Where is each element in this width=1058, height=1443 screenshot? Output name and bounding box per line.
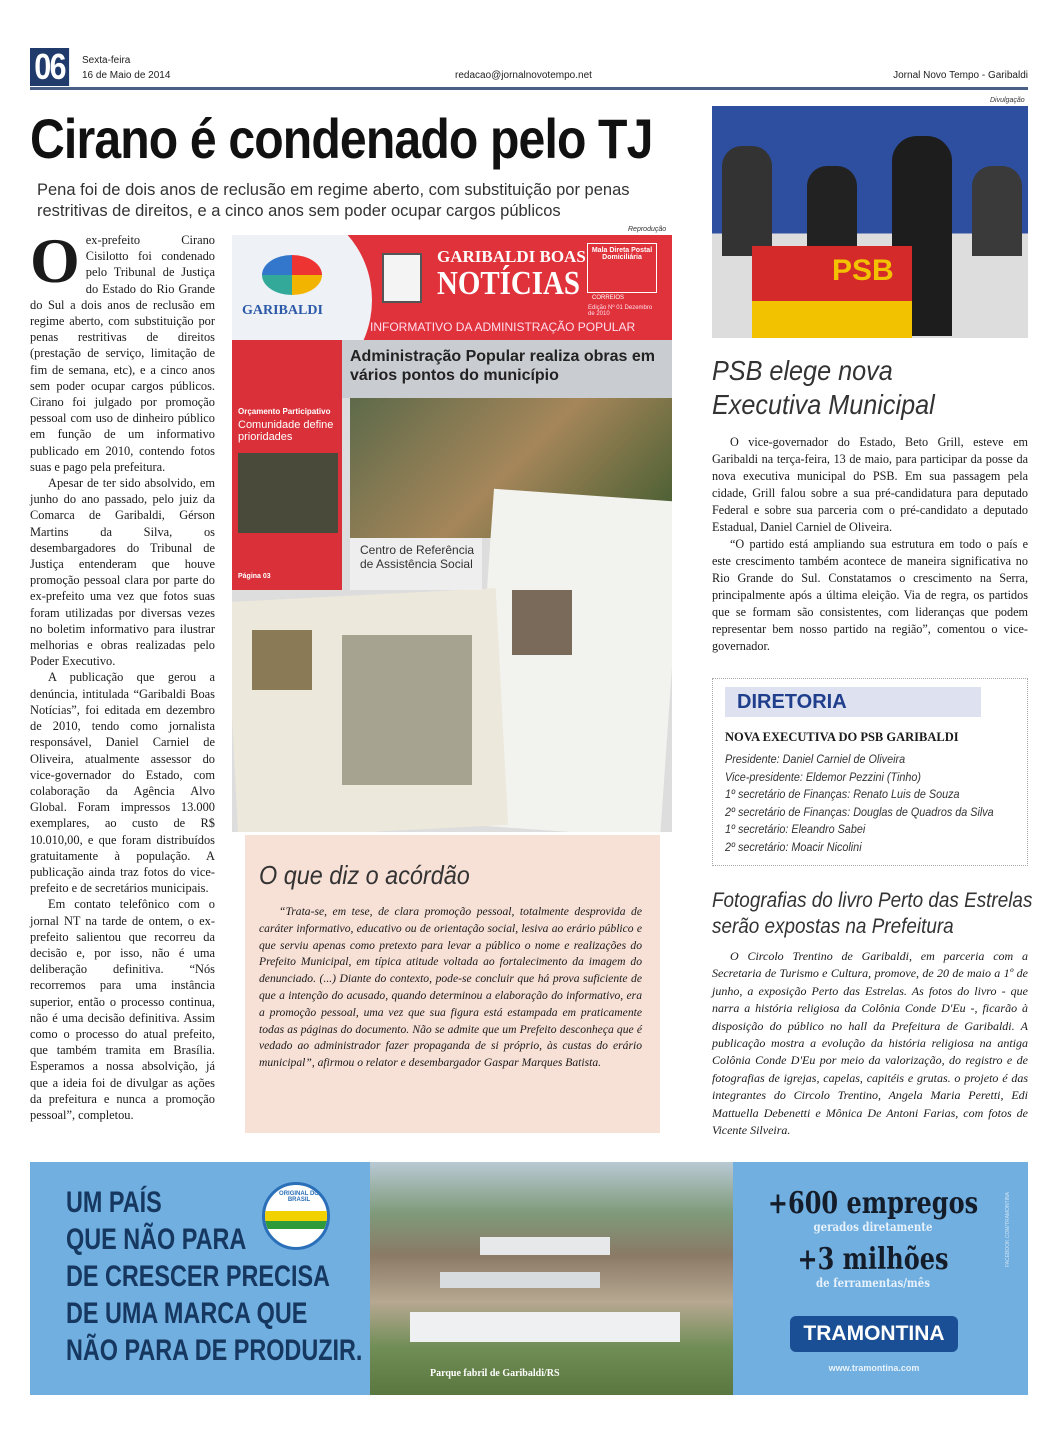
paragraph: O Circolo Trentino de Garibaldi, em parceria com a Secretaria de Turismo e Cultura, promove, de 20 de maio a 1º de junho, a exposição Perto das Estrelas. As fotos do livro - que narra a história religiosa da Colônia Conde D'Eu -, ficarão à disposição do público no hall da Prefeitura de Garibaldi. A publicação mostra a evolução da história religiosa na antiga Colônia Conde D'Eu por meio da valorização, do registro e de fotografias de igrejas, capelas, capitéis e grutas. o projeto é das integrantes do Circolo Trentino, Angela Maria Peretti, Edi Mattuella Debenetti e Mônica De Antoni Farias, com fotos de Vicente Silveira.: [712, 949, 1028, 1138]
photo-headline-1: Fotografias do livro Perto das Estrelas: [712, 889, 1033, 912]
ruling-quote: “Trata-se, em tese, de clara promoção pessoal, totalmente desprovida de caráter informativo, educativo ou de orientação social, lesiva ao erário público e que serviu apenas como pretexto para levar a público o nome e realizações do Prefeito Municipal, em típica atitude voltada ao fortalecimento da imagem do denunciado. (...) Diante do contexto, pode-se concluir que há prova suficiente de que a intenção do acusado, quando determinou a elaboração do informativo, era a promoção pessoal, uma vez que sua figura está estampada em praticamente todas as páginas do documento. Não se admite que um Prefeito desconheça que é vedado ao administrador fazer propaganda de si próprio, às custas do erário municipal”, afirmou o relator e desembargador Gaspar Marques Batista.: [259, 905, 642, 1070]
member-item: Vice-presidente: Eldemor Pezzini (Tinho): [725, 769, 922, 784]
church-illustration: [382, 253, 422, 303]
stat-jobs-sub: gerados diretamente: [813, 1220, 933, 1234]
diretoria-box: [712, 678, 1028, 866]
ad-slogan: UM PAÍS QUE NÃO PARA DE CRESCER PRECISA DE UMA MARCA QUE NÃO PARA DE PRODUZIR.: [66, 1186, 363, 1367]
psb-banner-text: PSB: [832, 254, 894, 287]
member-item: 1º secretário: Eleandro Sabei: [725, 822, 866, 836]
stat-tools-sub: de ferramentas/mês: [816, 1276, 930, 1290]
psb-headline-2: Executiva Municipal: [712, 389, 935, 420]
weekday: Sexta-feira: [82, 55, 131, 66]
sidebar-title: O que diz o acórdão: [259, 860, 470, 890]
psb-headline-1: PSB elege nova: [712, 355, 893, 386]
drop-cap: O: [30, 225, 80, 296]
tramontina-url[interactable]: www.tramontina.com: [828, 1363, 920, 1373]
paragraph: “O partido está ampliando sua estrutura em todo o país e este crescimento também acontece de maneira significativa no Rio Grande do Sul. Constatamos o crescimento na Serra, principalmente após a última eleição. Via de regra, os partidos que se formam são consistentes, com lideranças que podem representar bem nosso partido na região”, comentou o vice-governador.: [712, 537, 1028, 653]
factory-aerial-photo: [370, 1162, 733, 1395]
paragraph: Apesar de ter sido absolvido, em junho do ano passado, pelo juiz da Comarca de Garibaldi, Gérson Martins da Silva, os desembargadores do Tribunal de Justiça entenderam que houve promoção pessoal clara por parte do ex-prefeito uma vez que fotos suas foram utilizadas por diversas vezes no boletim informativo para ilustrar melhorias e obras realizadas pelo Poder Executivo.: [30, 476, 215, 669]
member-item: 2º secretário: Moacir Nicolini: [725, 839, 862, 854]
psb-article-body: [712, 434, 1028, 655]
email-link[interactable]: redacao@jornalnovotempo.net: [455, 70, 592, 81]
photo-credit: Reprodução: [628, 226, 667, 233]
ad-side-text: FACEBOOK.COM/TRAMONTINA: [1005, 1192, 1011, 1268]
header-rule: [30, 87, 1028, 90]
original-do-brasil-seal: ORIGINAL DO BRASIL: [262, 1182, 330, 1250]
diretoria-title: NOVA EXECUTIVA DO PSB GARIBALDI: [725, 730, 959, 744]
subheadline: Pena foi de dois anos de reclusão em regime aberto, com substituição por penas restritivas de direitos, e a cinco anos sem poder ocupar cargos públicos: [37, 181, 630, 220]
photo-caption: Parque fabril de Garibaldi/RS: [430, 1368, 560, 1379]
paragraph: O vice-governador do Estado, Beto Grill, esteve em Garibaldi na terça-feira, 13 de maio, para participar da posse da nova executiva municipal do PSB. Em sua passagem pela cidade, Grill falou sobre a sua pré-candidatura para deputado Federal e sobre sua parceria com o pré-candidato a deputado Estadual, Daniel Carniel de Oliveira.: [712, 435, 1028, 534]
diretoria-tag: DIRETORIA: [725, 687, 981, 717]
paragraph: ex-prefeito Cirano Cisilotto foi condenado pelo Tribunal de Justiça do Estado do Rio Grande do Sul a dois anos de reclusão em regime aberto, com substituição por penas restritivas de direitos (prestação de serviço, limitação de fim de semana, etc), e a cinco anos sem poder ocupar cargos públicos. Cirano foi julgado por promoção pessoal com uso de dinheiro público em função de um informativo publicado em 2010, contendo fotos suas e pago pela prefeitura.: [30, 233, 215, 474]
photo-headline-2: serão expostas na Prefeitura: [712, 915, 954, 938]
tramontina-logo: TRAMONTINA: [790, 1316, 958, 1352]
member-item: 1º secretário de Finanças: Renato Luis de Souza: [725, 787, 960, 801]
inner-page-text: Centro de Referência de Assistência Social: [350, 538, 482, 590]
garibaldi-logo: GARIBALDI: [232, 235, 372, 395]
tramontina-ad[interactable]: [30, 1162, 1028, 1395]
headline: Cirano é condenado pelo TJ: [30, 107, 653, 170]
publication-name: Jornal Novo Tempo - Garibaldi: [893, 70, 1028, 81]
page-number: 06: [30, 48, 69, 86]
newsletter-collage-image: GARIBALDI GARIBALDI BOAS NOTÍCIAS Mala Direta Postal Domiciliária CORREIOS Edição Nº 01 Dezembro de 2010 INFORMATIVO DA ADMINISTRAÇÃO POPULAR Orçamento Participativo Comunidade define prioridades Página 03 Administração Popular realiza obras em vários pontos do município Centro de Referência de Assistência Social: [232, 235, 672, 832]
psb-event-photo: [712, 106, 1028, 338]
photo-credit: Divulgação: [990, 97, 1025, 104]
stat-jobs: +600 empregos: [767, 1186, 979, 1221]
stat-tools: +3 milhões: [797, 1242, 949, 1277]
paragraph: Em contato telefônico com o jornal NT na tarde de ontem, o ex-prefeito salientou que recorreu da decisão e, por isso, não é uma deliberação definitiva. “Nós recorremos para uma instância superior, então o processo continua, não é uma decisão definitiva. Assim como o processo do atual prefeito, que também tramita em Brasília. Esperamos a nossa absolvição, já que a ideia foi de divulgar as ações da prefeitura e nunca a promoção pessoal”, completou.: [30, 897, 215, 1122]
ruling-sidebar: [245, 835, 660, 1133]
photo-article-body: [712, 948, 1028, 1139]
paragraph: A publicação que gerou a denúncia, intitulada “Garibaldi Boas Notícias”, foi editada em dezembro de 2010, tendo como jornalista responsável, Daniel Carniel de Oliveira, atualmente assessor do vice-governador do Estado, com colaboração da Agência Alvo Global. Foram impressos 13.000 exemplares, ao custo de R$ 10.010,00, e que foram distribuídos gratuitamente à população. A publicação ainda traz fotos do vice-prefeito e de secretários municipais.: [30, 670, 215, 896]
main-article-body: [30, 225, 215, 1123]
member-item: 2º secretário de Finanças: Douglas de Quadros da Silva: [725, 804, 994, 819]
member-item: Presidente: Daniel Carniel de Oliveira: [725, 752, 906, 766]
date: 16 de Maio de 2014: [82, 70, 171, 81]
